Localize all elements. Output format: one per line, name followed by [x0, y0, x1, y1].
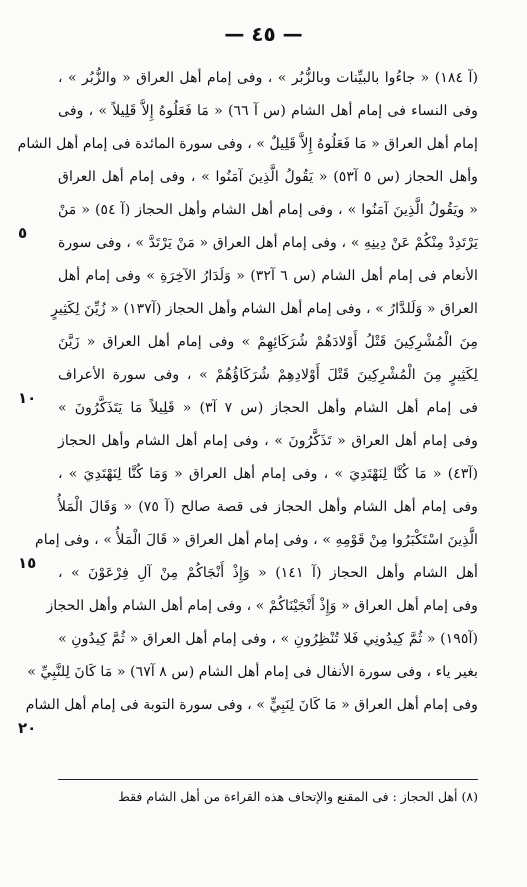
page-number: — ٤٥ — [224, 22, 303, 46]
text-line: الأنعام فى إمام أهل الشام (س ٦ آ٣٢) « وَلَدَارُ الآخِرَةِ » وفى إمام أهل [58, 268, 478, 284]
text-line: (آ٤٣) « مَا كُنَّا لِنَهْتَدِيَ » ، وفى إمام أهل العراق « وَمَا كُنَّا لِنَهْتَدِيَ » ، [58, 466, 478, 482]
line-number-20: ٢٠ [18, 719, 37, 737]
text-line: (آ ١٨٤) « جاءُوا بالبيِّنات وبالزُّبُر » ، وفى إمام أهل العراق « والزُّبُر » ، [58, 70, 478, 86]
text-line: أهل الشام وأهل الحجاز (آ ١٤١) « وَإِذْ أَنْجَاكُمْ مِنْ آلِ فِرْعَوْنَ » ، [58, 565, 478, 581]
line-number-15: ١٥ [18, 554, 37, 572]
text-line: وفى إمام أهل العراق « تَذَكَّرُونَ » ، وفى إمام أهل الشام وأهل الحجاز [58, 433, 478, 449]
text-line: العراق « وَلَلدَّارُ » ، وفى إمام أهل الشام وأهل الحجاز (آ١٣٧) « زُيِّنَ لِكَثِيرٍ [51, 301, 478, 317]
text-line: وفى إمام أهل العراق « وَإِذْ أَنْجَيْنَاكُمْ » ، وفى إمام أهل الشام وأهل الحجاز [46, 598, 478, 614]
text-line: (آ١٩٥) « ثُمَّ كِيدُونِي فَلا تُنْظِرُونِ » ، وفى إمام أهل العراق « ثُمَّ كِيدُونِ » [58, 631, 478, 647]
line-number-10: ١٠ [18, 389, 37, 407]
line-number-5: ٥ [18, 224, 28, 242]
text-line: وفى النساء فى إمام أهل الشام (س آ ٦٦) « مَا فَعَلُوهُ إِلاَّ قَلِيلاً » ، وفى [58, 103, 479, 119]
text-line: وأهل الحجاز (س ٥ آ٥٣) « يَقُولُ الَّذِينَ آمَنُوا » ، وفى إمام أهل العراق [58, 169, 478, 185]
text-line: إمام أهل العراق « مَا فَعَلُوهُ إِلاَّ قَلِيلٌ » ، وفى سورة المائدة فى إمام أهل الشام [17, 136, 478, 152]
footnote: (٨) أهل الحجاز : فى المقنع والإتحاف هذه القراءة من أهل الشام فقط [118, 789, 478, 804]
text-line: « ويَقُولُ الَّذِينَ آمَنُوا » ، وفى إمام أهل الشام وأهل الحجاز (آ ٥٤) « مَنْ [58, 202, 478, 218]
text-line: مِنَ الْمُشْرِكِينَ قَتْلُ أَوْلادَهُمْ شُرَكَائِهِمْ » وفى إمام أهل العراق « زَيَّنَ [58, 334, 478, 350]
footnote-divider [58, 779, 478, 780]
text-line: فى إمام أهل الشام وأهل الحجاز (س ٧ آ٣) « قَلِيلاً مَا يَتَذَكَّرُونَ » [58, 400, 478, 416]
text-line: الَّذِينَ اسْتَكْبَرُوا مِنْ قَوْمِهِ » ، وفى إمام أهل العراق « قَالَ الْمَلأُ » ، وفى إمام [35, 532, 478, 548]
text-line: وفى إمام أهل الشام وأهل الحجاز فى قصة صالح (آ ٧٥) « وَقَالَ الْمَلأُ [58, 499, 478, 515]
text-line: وفى إمام أهل العراق « مَا كَانَ لِنَبِيٍّ » ، وفى سورة التوبة فى إمام أهل الشام [25, 697, 478, 713]
text-line: بغير ياء ، وفى سورة الأنفال فى إمام أهل الشام (س ٨ آ٦٧) « مَا كَانَ لِلنَّبِيِّ » [27, 664, 478, 680]
text-line: يَرْتَدِدْ مِنْكُمْ عَنْ دِينِهِ » ، وفى إمام أهل العراق « مَنْ يَرْتَدَّ » ، وفى سورة [58, 235, 478, 251]
text-line: لِكَثِيرٍ مِنَ الْمُشْرِكِينَ قَتْلَ أَوْلادِهِمْ شُرَكَاؤُهُمْ » ، وفى سورة الأعراف [58, 367, 478, 383]
